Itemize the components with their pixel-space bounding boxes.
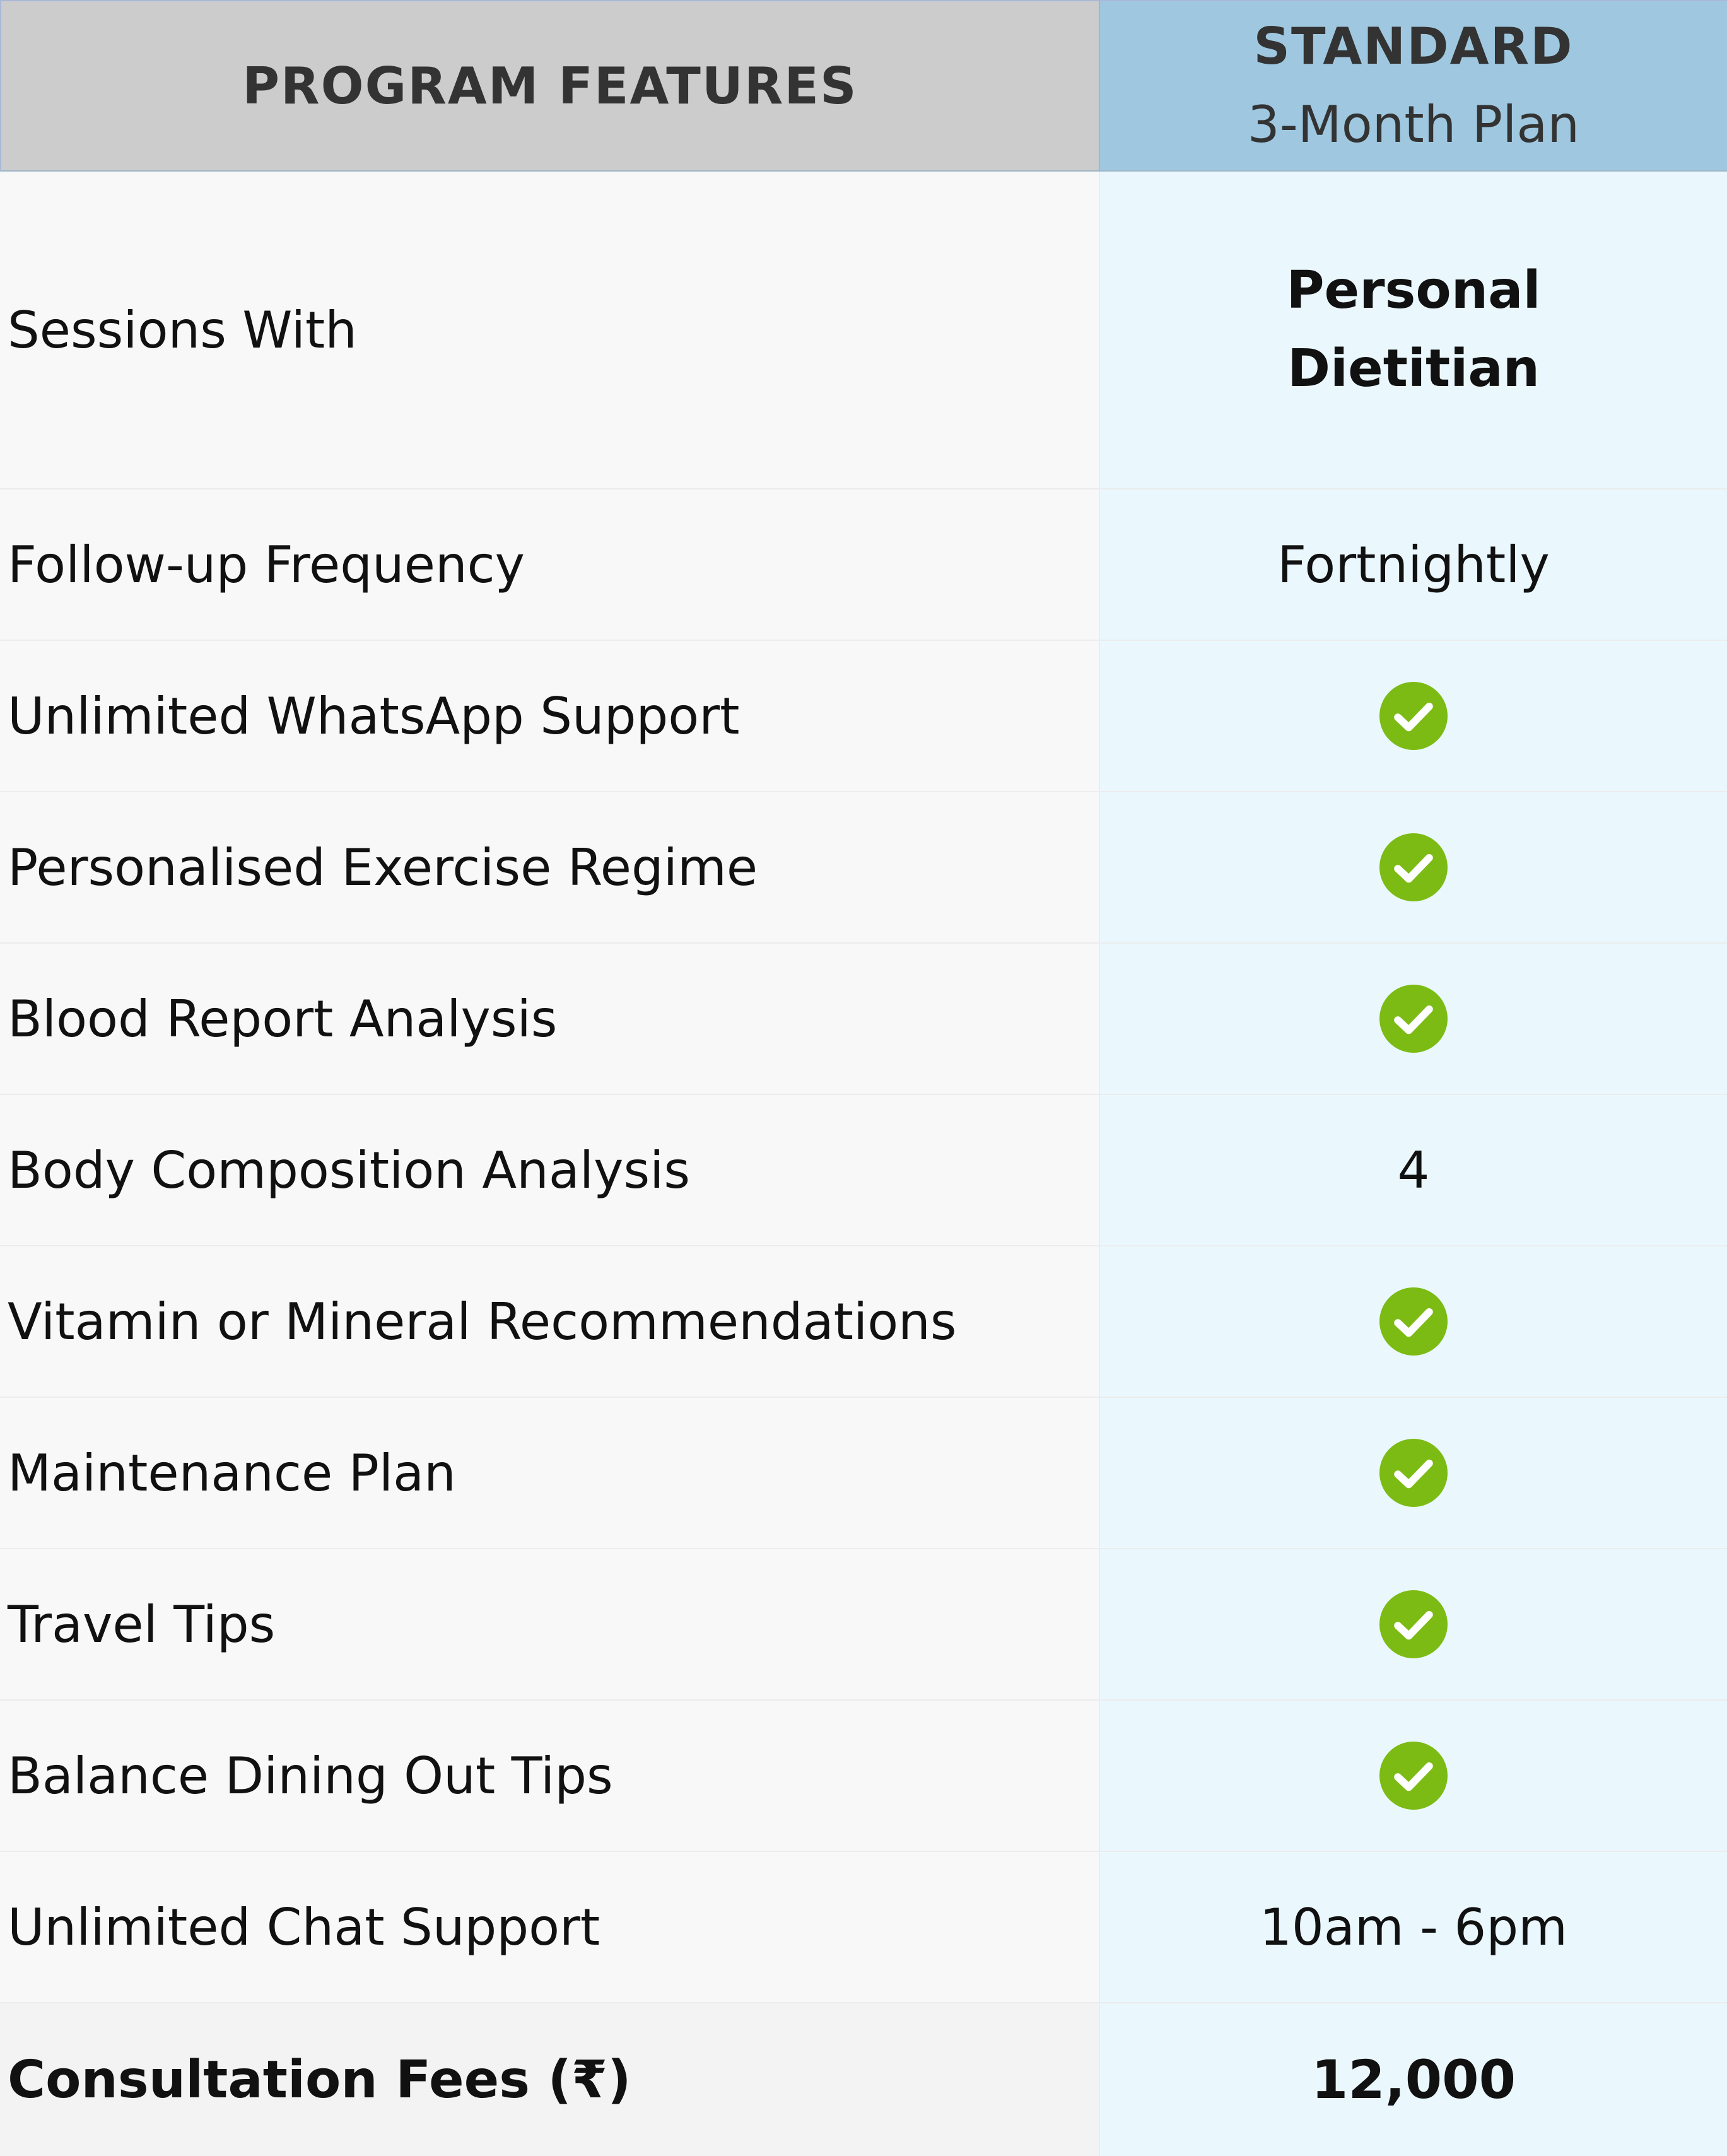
feature-name: Vitamin or Mineral Recommendations bbox=[0, 1246, 1100, 1397]
feature-value bbox=[1100, 641, 1727, 791]
feature-name: Personalised Exercise Regime bbox=[0, 792, 1100, 942]
feature-value bbox=[1100, 944, 1727, 1094]
table-row bbox=[0, 640, 1727, 791]
feature-value bbox=[1100, 792, 1727, 942]
consultation-fees-row bbox=[0, 2002, 1727, 2156]
feature-name: Unlimited WhatsApp Support bbox=[0, 641, 1100, 791]
feature-name: Sessions With bbox=[0, 172, 1100, 488]
table-row bbox=[0, 488, 1727, 640]
table-row bbox=[0, 1397, 1727, 1548]
feature-name: Blood Report Analysis bbox=[0, 944, 1100, 1094]
feature-value bbox=[1100, 1246, 1727, 1397]
feature-value bbox=[1100, 1701, 1727, 1851]
check-circle-icon bbox=[1379, 1742, 1448, 1810]
feature-name: Body Composition Analysis bbox=[0, 1095, 1100, 1245]
feature-value bbox=[1100, 1549, 1727, 1699]
plan-column-header bbox=[1100, 0, 1727, 172]
table-row bbox=[0, 1851, 1727, 2002]
feature-name: Travel Tips bbox=[0, 1549, 1100, 1699]
feature-name: Follow-up Frequency bbox=[0, 489, 1100, 640]
plan-name: STANDARD bbox=[1253, 17, 1574, 76]
table-row bbox=[0, 1699, 1727, 1851]
check-circle-icon bbox=[1379, 682, 1448, 750]
table-header-row bbox=[0, 0, 1727, 172]
table-row bbox=[0, 1245, 1727, 1397]
check-circle-icon bbox=[1379, 1439, 1448, 1507]
check-circle-icon bbox=[1379, 1590, 1448, 1658]
feature-value bbox=[1100, 172, 1727, 488]
feature-value bbox=[1100, 1398, 1727, 1548]
feature-name: Unlimited Chat Support bbox=[0, 1852, 1100, 2002]
feature-name: Balance Dining Out Tips bbox=[0, 1701, 1100, 1851]
fees-label: Consultation Fees (₹) bbox=[0, 2003, 1100, 2156]
table-row bbox=[0, 942, 1727, 1094]
features-column-header: PROGRAM FEATURES bbox=[0, 0, 1100, 172]
check-circle-icon bbox=[1379, 833, 1448, 901]
fees-value: 12,000 bbox=[1100, 2003, 1727, 2156]
check-circle-icon bbox=[1379, 985, 1448, 1053]
table-row bbox=[0, 1094, 1727, 1245]
check-circle-icon bbox=[1379, 1287, 1448, 1356]
plan-duration: 3-Month Plan bbox=[1247, 95, 1580, 154]
sessions-with-value: Personal Dietitian bbox=[1286, 261, 1541, 399]
feature-value: Fortnightly bbox=[1100, 489, 1727, 640]
feature-value: 4 bbox=[1100, 1095, 1727, 1245]
feature-value: 10am - 6pm bbox=[1100, 1852, 1727, 2002]
table-row bbox=[0, 1548, 1727, 1699]
table-row bbox=[0, 791, 1727, 942]
table-row bbox=[0, 172, 1727, 488]
feature-name: Maintenance Plan bbox=[0, 1398, 1100, 1548]
